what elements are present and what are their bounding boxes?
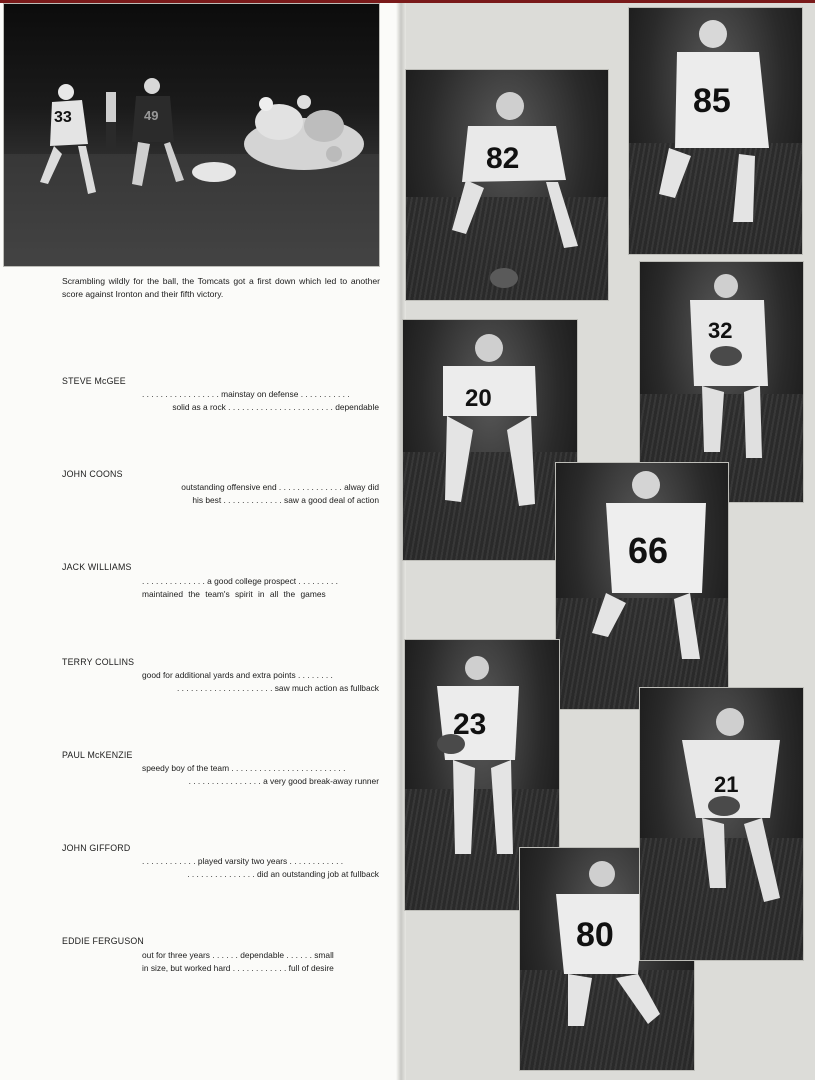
portrait-photo-20 — [403, 320, 577, 560]
player-name: TERRY COLLINS — [62, 657, 135, 667]
jersey-number: 21 — [714, 772, 739, 797]
player-name: EDDIE FERGUSON — [62, 936, 144, 946]
player-description-line: speedy boy of the team . . . . . . . . . . . . . . . . . . . . . . . . . — [142, 763, 346, 773]
player-name: JACK WILLIAMS — [62, 562, 132, 572]
player-description-line: . . . . . . . . . . . . . . . . . . . . . saw much action as fullback — [177, 683, 379, 693]
player-description-line: good for additional yards and extra points . . . . . . . . — [142, 670, 333, 680]
player-name: PAUL McKENZIE — [62, 750, 133, 760]
player-description-line: out for three years . . . . . . dependable . . . . . . small — [142, 950, 334, 960]
player-figure — [406, 70, 608, 300]
player-name: JOHN COONS — [62, 469, 123, 479]
player-figure — [403, 320, 577, 560]
jersey-number: 85 — [693, 82, 731, 120]
jersey-number: 23 — [453, 708, 487, 741]
player-figure — [629, 8, 802, 254]
player-description-line: . . . . . . . . . . . . . . . . a very good break-away runner — [188, 776, 379, 786]
jersey-number: 80 — [576, 916, 614, 954]
player-description-line: . . . . . . . . . . . . . . . . . mainstay on defense . . . . . . . . . . . — [142, 389, 350, 399]
player-description-line: . . . . . . . . . . . . . . a good college prospect . . . . . . . . . — [142, 576, 338, 586]
portrait-photo-21 — [640, 688, 803, 960]
player-figure — [556, 463, 728, 709]
action-jersey-49: 49 — [144, 108, 159, 123]
jersey-number: 32 — [708, 318, 733, 343]
portrait-photo-82 — [406, 70, 608, 300]
portrait-photo-66 — [556, 463, 728, 709]
action-photo — [4, 4, 379, 266]
page-top-edge — [0, 0, 815, 3]
jersey-number: 82 — [486, 142, 520, 175]
player-description-line: . . . . . . . . . . . . . . . did an outstanding job at fullback — [187, 869, 379, 879]
player-name: JOHN GIFFORD — [62, 843, 131, 853]
player-description-line: outstanding offensive end . . . . . . . . . . . . . . alway did — [181, 482, 379, 492]
jersey-number: 66 — [628, 530, 669, 571]
player-description-line: his best . . . . . . . . . . . . . saw a good deal of action — [192, 495, 379, 505]
player-description-line: maintained the team's spirit in all the games — [142, 589, 326, 599]
portrait-photo-85 — [629, 8, 802, 254]
action-jersey-33: 33 — [54, 109, 72, 126]
action-photo-caption: Scrambling wildly for the ball, the Tomcats got a first down which led to another score against Ironton and their fifth victory. — [62, 276, 380, 299]
action-photo-scene — [4, 4, 379, 266]
player-name: STEVE McGEE — [62, 376, 126, 386]
jersey-number: 20 — [465, 385, 492, 412]
player-description-line: solid as a rock . . . . . . . . . . . . . . . . . . . . . . . dependable — [172, 402, 379, 412]
player-figure — [640, 688, 803, 960]
player-description-line: . . . . . . . . . . . . played varsity two years . . . . . . . . . . . . — [142, 856, 344, 866]
player-description-line: in size, but worked hard . . . . . . . . . . . . full of desire — [142, 963, 334, 973]
